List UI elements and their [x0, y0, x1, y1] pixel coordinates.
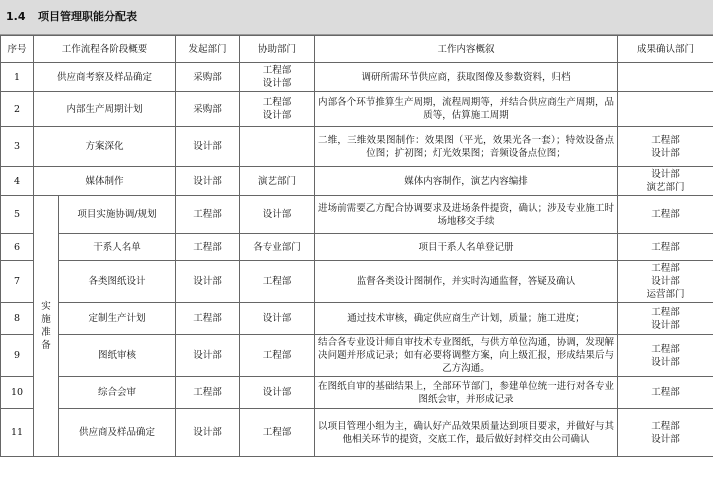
content-cell: 结合各专业设计师自审技术专业图纸，与供方单位沟通，协调，发现解决问题并形成记录；如有必要将调整方案，向上级汇报，形成结果后与乙方沟通。 — [315, 335, 618, 377]
assist-cell — [240, 303, 315, 335]
table-row — [1, 92, 713, 127]
confirm-cell — [618, 303, 713, 335]
stage-cell: 综合会审 — [59, 377, 176, 409]
confirm-cell-line: 运营部门 — [646, 289, 685, 300]
function-allocation-table — [0, 35, 713, 457]
content-cell: 项目干系人名单登记册 — [315, 234, 618, 261]
confirm-cell-line: 工程部 — [651, 134, 680, 146]
initiator-cell: 设计部 — [176, 167, 240, 196]
confirm-cell — [618, 127, 713, 167]
assist-cell — [240, 167, 315, 196]
confirm-cell — [618, 409, 713, 457]
assist-cell-line: 设计部 — [262, 313, 292, 324]
initiator-cell: 工程部 — [176, 377, 240, 409]
initiator-cell: 设计部 — [176, 261, 240, 303]
confirm-cell-line: 工程部 — [651, 209, 680, 220]
confirm-cell-line: 工程部 — [651, 343, 680, 355]
confirm-cell-line: 工程部 — [651, 263, 680, 274]
initiator-cell: 工程部 — [176, 196, 240, 234]
section-number: 1.4 — [6, 10, 26, 23]
stage-cell: 内部生产周期计划 — [34, 92, 176, 127]
confirm-cell-line: 设计部 — [651, 319, 680, 331]
header-stage: 工作流程各阶段概要 — [34, 36, 176, 63]
stage-cell: 媒体制作 — [34, 167, 176, 196]
row-number: 4 — [1, 167, 34, 196]
header-assist: 协助部门 — [240, 36, 315, 63]
assist-cell — [240, 127, 315, 167]
row-number: 1 — [1, 63, 34, 92]
section-heading — [0, 0, 713, 35]
table-row — [1, 196, 713, 234]
confirm-cell-line: 设计部 — [651, 147, 680, 159]
table-row — [1, 63, 713, 92]
row-number: 6 — [1, 234, 34, 261]
stage-cell: 定制生产计划 — [59, 303, 176, 335]
content-cell: 监督各类设计图制作，并实时沟通监督，答疑及确认 — [315, 261, 618, 303]
row-number: 3 — [1, 127, 34, 167]
stage-cell: 各类图纸设计 — [59, 261, 176, 303]
assist-cell — [240, 234, 315, 261]
header-confirm: 成果确认部门 — [618, 36, 713, 63]
initiator-cell: 工程部 — [176, 303, 240, 335]
content-cell: 调研所需环节供应商，获取图像及参数资料，归档 — [315, 63, 618, 92]
assist-cell — [240, 261, 315, 303]
initiator-cell: 设计部 — [176, 127, 240, 167]
section-title: 项目管理职能分配表 — [38, 10, 137, 23]
row-number: 5 — [1, 196, 34, 234]
table-row — [1, 377, 713, 409]
confirm-cell-line: 工程部 — [651, 241, 680, 253]
confirm-cell-line: 工程部 — [651, 306, 680, 318]
confirm-cell — [618, 335, 713, 377]
header-no: 序号 — [1, 36, 34, 63]
stage-cell: 供应商考察及样品确定 — [34, 63, 176, 92]
content-cell: 二维，三维效果图制作：效果图（平光，效果光各一套）；特效设备点位图；扩初图；灯光效果图；音频设备点位图； — [315, 127, 618, 167]
row-number: 8 — [1, 303, 34, 335]
row-number: 11 — [1, 409, 34, 457]
assist-cell-line: 工程部 — [262, 350, 292, 361]
group-label: 实施准备 — [34, 196, 59, 457]
stage-cell: 图纸审核 — [59, 335, 176, 377]
confirm-cell — [618, 63, 713, 92]
stage-cell: 供应商及样品确定 — [59, 409, 176, 457]
initiator-cell: 工程部 — [176, 234, 240, 261]
table-row — [1, 303, 713, 335]
content-cell: 以项目管理小组为主，确认好产品效果质量达到项目要求，并做好与其他相关环节的提资，交底工作，最后做好封样交由公司确认 — [315, 409, 618, 457]
row-number: 2 — [1, 92, 34, 127]
confirm-cell-line: 演艺部门 — [646, 182, 685, 193]
assist-cell — [240, 409, 315, 457]
assist-cell — [240, 63, 315, 92]
assist-cell-line: 设计部 — [262, 78, 292, 89]
confirm-cell — [618, 196, 713, 234]
row-number: 9 — [1, 335, 34, 377]
confirm-cell — [618, 167, 713, 196]
table-row — [1, 234, 713, 261]
assist-cell-line: 工程部 — [262, 276, 292, 287]
table-row — [1, 167, 713, 196]
table-row — [1, 127, 713, 167]
confirm-cell-line: 设计部 — [651, 276, 680, 287]
assist-cell — [240, 335, 315, 377]
confirm-cell — [618, 234, 713, 261]
confirm-cell — [618, 377, 713, 409]
confirm-cell-line: 设计部 — [651, 356, 680, 368]
content-cell: 通过技术审核，确定供应商生产计划，质量；施工进度； — [315, 303, 618, 335]
assist-cell-line: 演艺部门 — [258, 175, 297, 187]
assist-cell-line: 设计部 — [262, 110, 292, 121]
assist-cell-line: 工程部 — [262, 65, 292, 76]
initiator-cell: 设计部 — [176, 409, 240, 457]
confirm-cell-line: 工程部 — [651, 420, 680, 432]
assist-cell-line: 工程部 — [262, 97, 292, 108]
table-row — [1, 335, 713, 377]
assist-cell-line: 设计部 — [262, 209, 292, 220]
header-row — [1, 36, 713, 63]
header-content: 工作内容概叙 — [315, 36, 618, 63]
assist-cell — [240, 196, 315, 234]
confirm-cell — [618, 261, 713, 303]
content-cell: 媒体内容制作，演艺内容编排 — [315, 167, 618, 196]
stage-cell: 干系人名单 — [59, 234, 176, 261]
confirm-cell-line: 设计部 — [651, 433, 680, 445]
table-row — [1, 409, 713, 457]
initiator-cell: 采购部 — [176, 63, 240, 92]
stage-cell: 方案深化 — [34, 127, 176, 167]
assist-cell-line: 工程部 — [262, 427, 292, 438]
header-initiator: 发起部门 — [176, 36, 240, 63]
assist-cell-line: 设计部 — [262, 387, 292, 398]
table-row — [1, 261, 713, 303]
assist-cell — [240, 92, 315, 127]
content-cell: 进场前需要乙方配合协调要求及进场条件提资，确认；涉及专业施工时场地移交手续 — [315, 196, 618, 234]
row-number: 7 — [1, 261, 34, 303]
confirm-cell — [618, 92, 713, 127]
assist-cell-line: 各专业部门 — [253, 241, 301, 253]
initiator-cell: 设计部 — [176, 335, 240, 377]
content-cell: 在图纸自审的基础结果上，全部环节部门，参建单位统一进行对各专业图纸会审，并形成记录 — [315, 377, 618, 409]
assist-cell — [240, 377, 315, 409]
row-number: 10 — [1, 377, 34, 409]
confirm-cell-line: 工程部 — [651, 387, 680, 398]
stage-cell: 项目实施协调/规划 — [59, 196, 176, 234]
confirm-cell-line: 设计部 — [651, 169, 680, 180]
initiator-cell: 采购部 — [176, 92, 240, 127]
content-cell: 内部各个环节推算生产周期，流程周期等，并结合供应商生产周期，品质等，估算施工周期 — [315, 92, 618, 127]
